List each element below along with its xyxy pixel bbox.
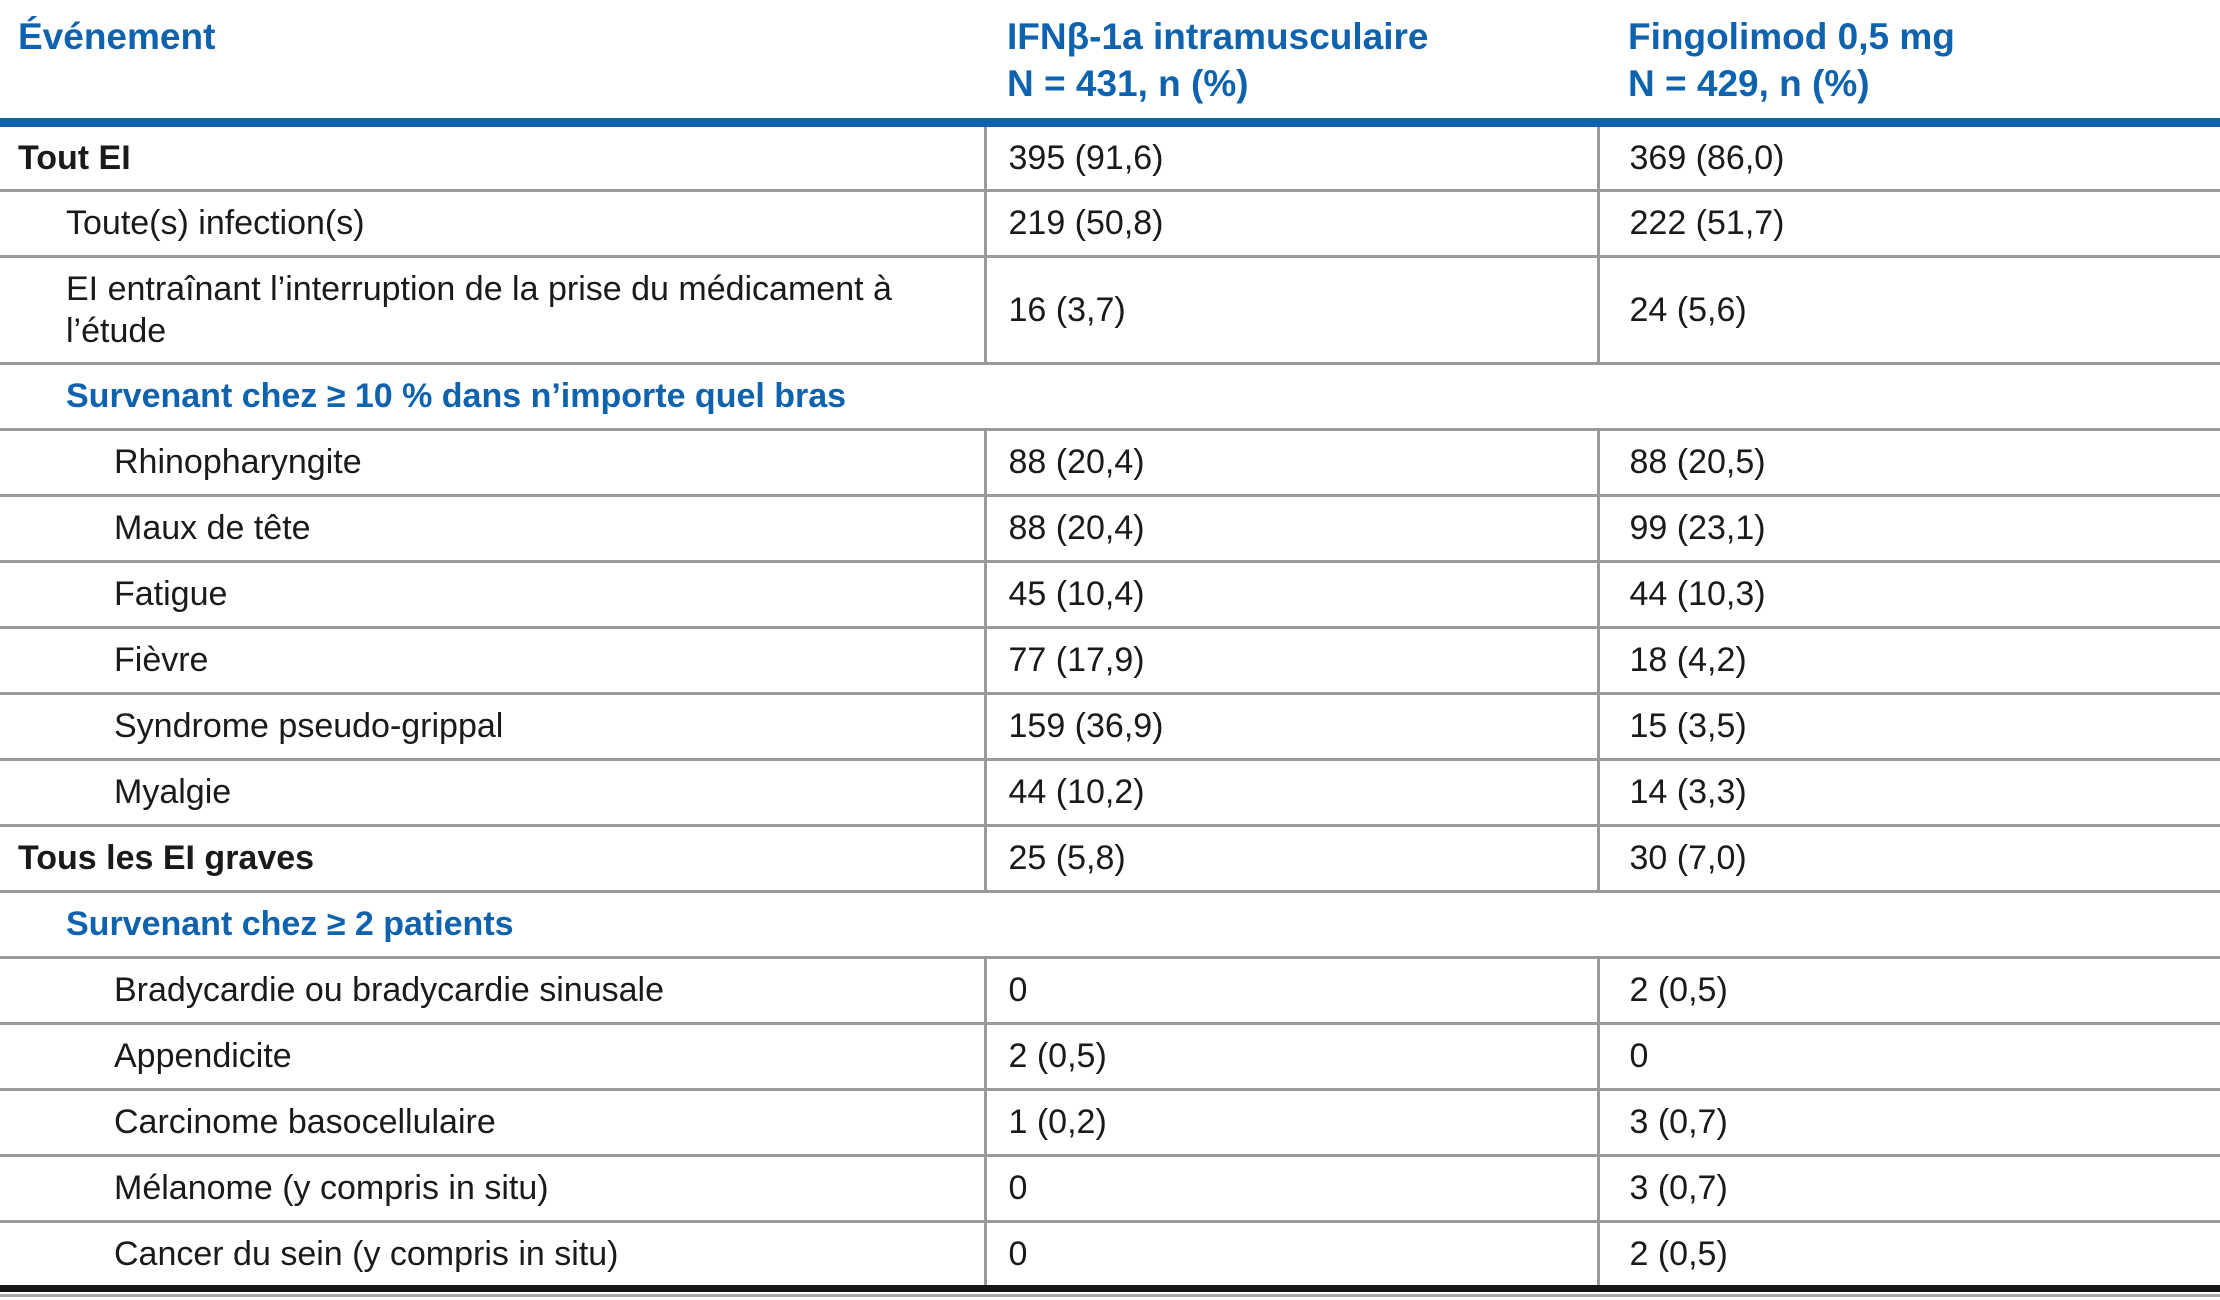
header-row: [0, 0, 2220, 122]
table-row: [0, 627, 2220, 693]
table-row: [0, 957, 2220, 1023]
ifn-value-cell: 44 (10,2): [985, 759, 1598, 825]
fingolimod-value-cell: 2 (0,5): [1598, 957, 2220, 1023]
ifn-value-cell: 88 (20,4): [985, 495, 1598, 561]
bottom-shadow-line: [0, 1294, 2220, 1297]
table-row: [0, 1089, 2220, 1155]
event-label-cell: Toute(s) infection(s): [0, 190, 985, 256]
event-label-cell: Fièvre: [0, 627, 985, 693]
ifn-value-cell: 77 (17,9): [985, 627, 1598, 693]
fingolimod-value-cell: 30 (7,0): [1598, 825, 2220, 891]
section-header-label: Survenant chez ≥ 2 patients: [0, 891, 2220, 957]
ifn-value-cell: 16 (3,7): [985, 256, 1598, 363]
event-label-cell: Maux de tête: [0, 495, 985, 561]
ifn-value-cell: 0: [985, 1221, 1598, 1288]
fingolimod-value-cell: 3 (0,7): [1598, 1155, 2220, 1221]
event-label-cell: Carcinome basocellulaire: [0, 1089, 985, 1155]
event-label-cell: EI entraînant l’interruption de la prise du médicament à l’étude: [0, 256, 985, 363]
table-row: [0, 256, 2220, 363]
event-label-cell: Fatigue: [0, 561, 985, 627]
fingolimod-value-cell: 88 (20,5): [1598, 429, 2220, 495]
event-label-cell: Appendicite: [0, 1023, 985, 1089]
fingolimod-value-cell: 99 (23,1): [1598, 495, 2220, 561]
header-ifn-line1: IFNβ-1a intramusculaire: [1007, 16, 1429, 57]
header-fingolimod-line1: Fingolimod 0,5 mg: [1628, 16, 1955, 57]
fingolimod-value-cell: 369 (86,0): [1598, 122, 2220, 190]
ifn-value-cell: 25 (5,8): [985, 825, 1598, 891]
fingolimod-value-cell: 44 (10,3): [1598, 561, 2220, 627]
table-row: [0, 495, 2220, 561]
header-fingolimod-column: [1598, 0, 2220, 122]
fingolimod-value-cell: 14 (3,3): [1598, 759, 2220, 825]
table-row: [0, 825, 2220, 891]
header-ifn-line2: N = 431, n (%): [1007, 63, 1249, 104]
header-event-column: [0, 0, 985, 122]
fingolimod-value-cell: 3 (0,7): [1598, 1089, 2220, 1155]
table-row: [0, 759, 2220, 825]
ifn-value-cell: 0: [985, 957, 1598, 1023]
table-row: [0, 693, 2220, 759]
table-row: [0, 1023, 2220, 1089]
header-ifn-column: [985, 0, 1598, 122]
ifn-value-cell: 159 (36,9): [985, 693, 1598, 759]
fingolimod-value-cell: 0: [1598, 1023, 2220, 1089]
fingolimod-value-cell: 18 (4,2): [1598, 627, 2220, 693]
event-label-cell: Tous les EI graves: [0, 825, 985, 891]
event-label-cell: Syndrome pseudo-grippal: [0, 693, 985, 759]
header-event-label: Événement: [18, 16, 216, 57]
event-label-cell: Rhinopharyngite: [0, 429, 985, 495]
fingolimod-value-cell: 2 (0,5): [1598, 1221, 2220, 1288]
section-header-label: Survenant chez ≥ 10 % dans n’importe quel bras: [0, 363, 2220, 429]
event-label-cell: Mélanome (y compris in situ): [0, 1155, 985, 1221]
fingolimod-value-cell: 15 (3,5): [1598, 693, 2220, 759]
ifn-value-cell: 0: [985, 1155, 1598, 1221]
section-row: [0, 891, 2220, 957]
table-header: [0, 0, 2220, 122]
ifn-value-cell: 395 (91,6): [985, 122, 1598, 190]
table-row: [0, 122, 2220, 190]
table-row: [0, 1155, 2220, 1221]
table-body: [0, 122, 2220, 1288]
table-row: [0, 190, 2220, 256]
table-row: [0, 1221, 2220, 1288]
event-label-cell: Myalgie: [0, 759, 985, 825]
ifn-value-cell: 219 (50,8): [985, 190, 1598, 256]
ifn-value-cell: 2 (0,5): [985, 1023, 1598, 1089]
event-label-cell: Bradycardie ou bradycardie sinusale: [0, 957, 985, 1023]
event-label-cell: Tout EI: [0, 122, 985, 190]
header-fingolimod-line2: N = 429, n (%): [1628, 63, 1870, 104]
ifn-value-cell: 45 (10,4): [985, 561, 1598, 627]
fingolimod-value-cell: 222 (51,7): [1598, 190, 2220, 256]
event-label-cell: Cancer du sein (y compris in situ): [114, 1234, 619, 1273]
ifn-value-cell: 1 (0,2): [985, 1089, 1598, 1155]
ifn-value-cell: 88 (20,4): [985, 429, 1598, 495]
table-row: [0, 561, 2220, 627]
fingolimod-value-cell: 24 (5,6): [1598, 256, 2220, 363]
section-row: [0, 363, 2220, 429]
table-row: [0, 429, 2220, 495]
